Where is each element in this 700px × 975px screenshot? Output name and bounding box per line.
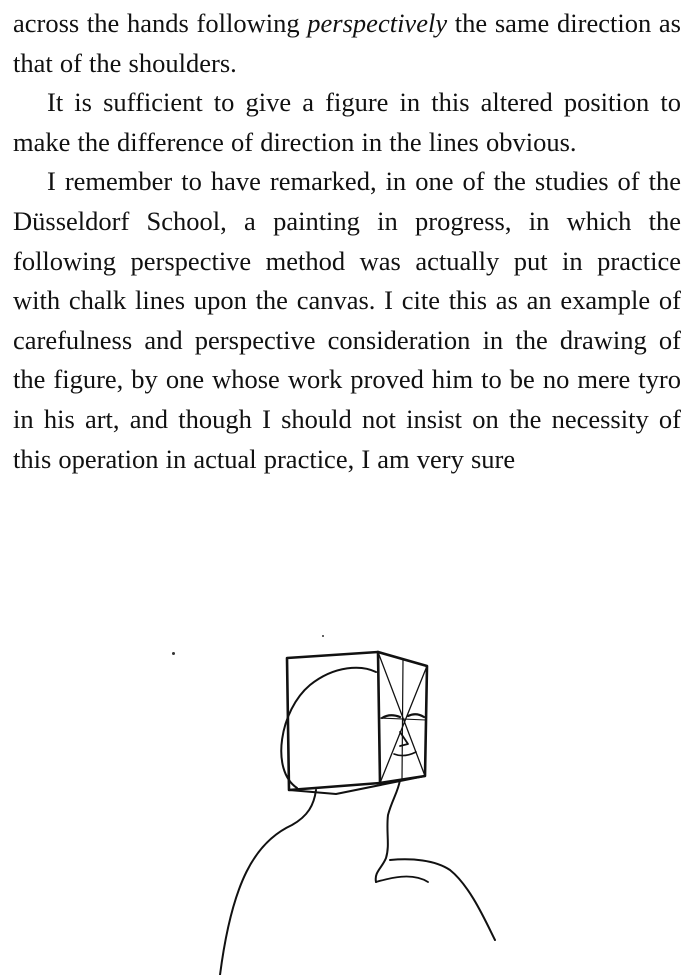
mouth-mark [394, 752, 416, 756]
hair-curve [281, 668, 376, 788]
paragraph-1-before: across the hands following [13, 8, 308, 38]
eye-right [408, 714, 424, 717]
paragraph-3: I remember to have remarked, in one of the studies of the Düsseldorf School, a painting in progress, in which the following perspective method was actually put in practice with chalk lines upon the canvas. I cite this as an example of carefulness and perspective consideration in the drawing of the figure, by one whose work proved him to be no mere tyro in his art, and though I should not insist on the necessity of this operation in actual practice, I am very sure [13, 166, 681, 474]
emphasis-perspectively: perspectively [307, 8, 448, 38]
shoulder-right [376, 877, 428, 882]
figure-illustration [150, 620, 570, 975]
head-box-drawing [150, 620, 570, 975]
eye-left [382, 715, 400, 718]
paragraph-1 [13, 4, 681, 83]
collar-right [390, 859, 495, 940]
neck-right [376, 780, 400, 882]
nose-mark [400, 732, 408, 746]
face-center-line [402, 660, 403, 780]
paragraph-2: It is sufficient to give a figure in this altered position to make the difference of direction in the lines obvious. [13, 87, 681, 157]
paragraph-1-after: the same direction as that of the shoulders. [13, 8, 681, 78]
neck-left [220, 790, 316, 975]
face-diagonal-b [380, 666, 427, 783]
body-text [13, 4, 681, 479]
